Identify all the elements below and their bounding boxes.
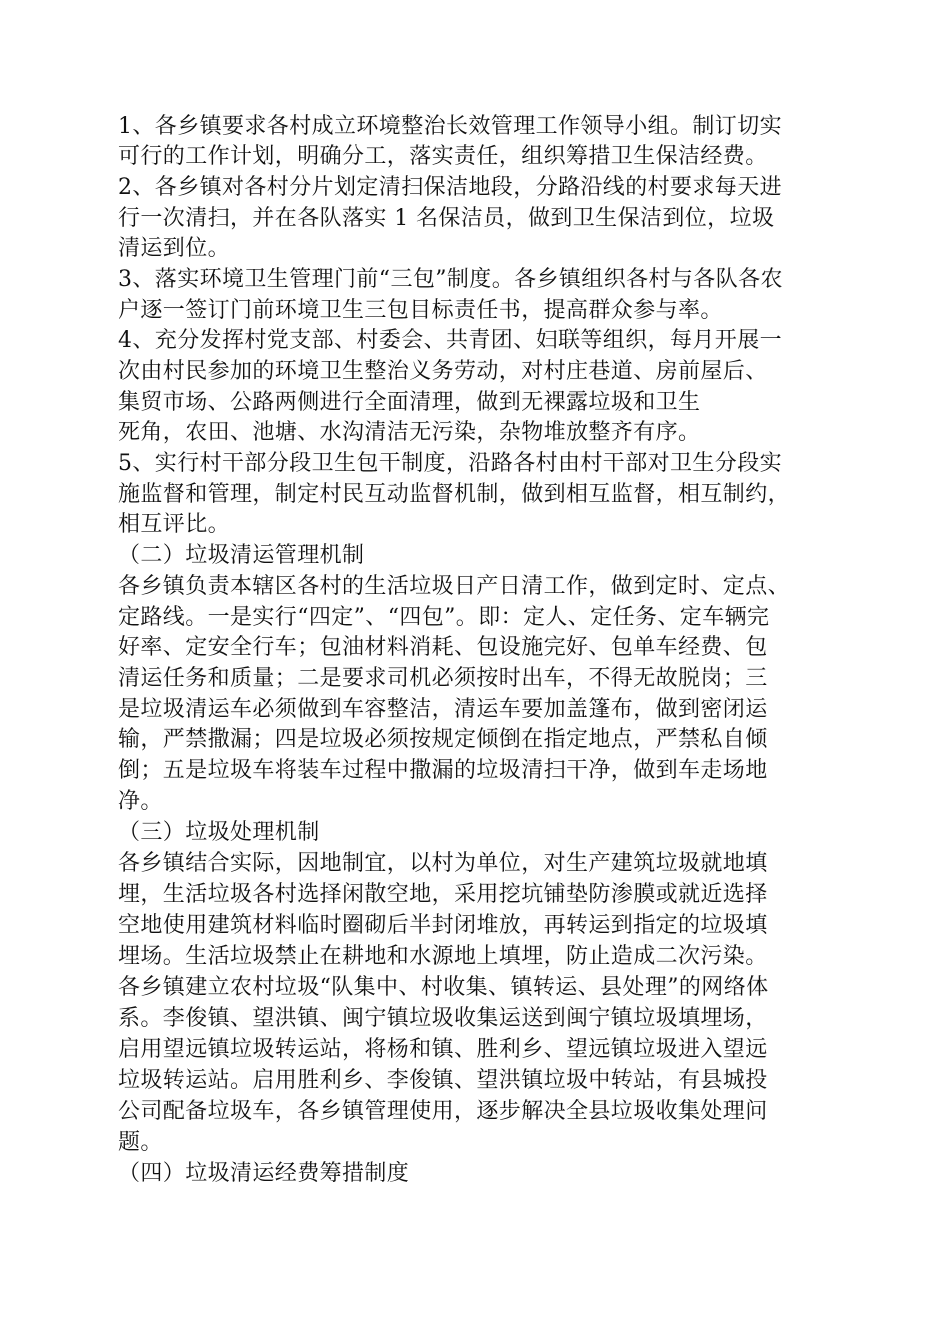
text-line-30: 系。李俊镇、望洪镇、闽宁镇垃圾收集运送到闽宁镇垃圾填埋场， [118, 1006, 768, 1031]
text-line-4: 行一次清扫，并在各队落实 1 名保洁员，做到卫生保洁到位，垃圾 [118, 206, 775, 231]
text-line-32: 垃圾转运站。启用胜利乡、李俊镇、望洪镇垃圾中转站，有县城投 [118, 1068, 768, 1093]
text-line-33: 公司配备垃圾车，各乡镇管理使用，逐步解决全县垃圾收集处理问 [118, 1099, 768, 1124]
text-line-19: 清运任务和质量；二是要求司机必须按时出车，不得无故脱岗；三 [118, 666, 768, 691]
text-line-14: 相互评比。 [118, 512, 231, 537]
text-line-26: 埋，生活垃圾各村选择闲散空地，采用挖坑铺垫防渗膜或就近选择 [118, 882, 768, 907]
text-line-28: 埋场。生活垃圾禁止在耕地和水源地上填埋，防止造成二次污染。 [118, 944, 768, 969]
text-line-3: 2、各乡镇对各村分片划定清扫保洁地段，分路沿线的村要求每天进 [118, 175, 782, 200]
text-line-34: 题。 [118, 1130, 163, 1155]
text-line-7: 户逐一签订门前环境卫生三包目标责任书，提高群众参与率。 [118, 298, 723, 323]
section-heading-3: （三）垃圾处理机制 [118, 820, 320, 845]
text-line-11: 死角，农田、池塘、水沟清洁无污染，杂物堆放整齐有序。 [118, 420, 701, 445]
text-line-1: 1、各乡镇要求各村成立环境整治长效管理工作领导小组。制订切实 [118, 114, 782, 139]
text-line-25: 各乡镇结合实际，因地制宜，以村为单位，对生产建筑垃圾就地填 [118, 851, 768, 876]
text-line-17: 定路线。一是实行“四定”、“四包”。即：定人、定任务、定车辆完 [118, 605, 770, 630]
text-line-21: 输，严禁撒漏；四是垃圾必须按规定倾倒在指定地点，严禁私自倾 [118, 727, 768, 752]
text-line-22: 倒；五是垃圾车将装车过程中撒漏的垃圾清扫干净，做到车走场地 [118, 758, 768, 783]
text-line-29: 各乡镇建立农村垃圾“队集中、村收集、镇转运、县处理”的网络体 [118, 975, 769, 1000]
text-line-27: 空地使用建筑材料临时圈砌后半封闭堆放，再转运到指定的垃圾填 [118, 913, 768, 938]
text-line-9: 次由村民参加的环境卫生整治义务劳动，对村庄巷道、房前屋后、 [118, 359, 768, 384]
text-line-5: 清运到位。 [118, 236, 231, 261]
text-line-12: 5、实行村干部分段卫生包干制度，沿路各村由村干部对卫生分段实 [118, 451, 782, 476]
text-line-2: 可行的工作计划，明确分工，落实责任，组织筹措卫生保洁经费。 [118, 144, 768, 169]
text-line-23: 净。 [118, 789, 163, 814]
text-line-18: 好率、定安全行车；包油材料消耗、包设施完好、包单车经费、包 [118, 635, 768, 660]
text-line-10: 集贸市场、公路两侧进行全面清理，做到无裸露垃圾和卫生 [118, 390, 701, 415]
text-line-13: 施监督和管理，制定村民互动监督机制，做到相互监督，相互制约， [118, 482, 791, 507]
text-line-6: 3、落实环境卫生管理门前“三包”制度。各乡镇组织各村与各队各农 [118, 267, 783, 292]
text-line-16: 各乡镇负责本辖区各村的生活垃圾日产日清工作，做到定时、定点、 [118, 574, 791, 599]
text-line-20: 是垃圾清运车必须做到车容整洁，清运车要加盖篷布，做到密闭运 [118, 697, 768, 722]
text-line-31: 启用望远镇垃圾转运站，将杨和镇、胜利乡、望远镇垃圾进入望远 [118, 1037, 768, 1062]
text-line-8: 4、充分发挥村党支部、村委会、共青团、妇联等组织，每月开展一 [118, 328, 782, 353]
section-heading-2: （二）垃圾清运管理机制 [118, 543, 365, 568]
section-heading-4: （四）垃圾清运经费筹措制度 [118, 1161, 410, 1186]
